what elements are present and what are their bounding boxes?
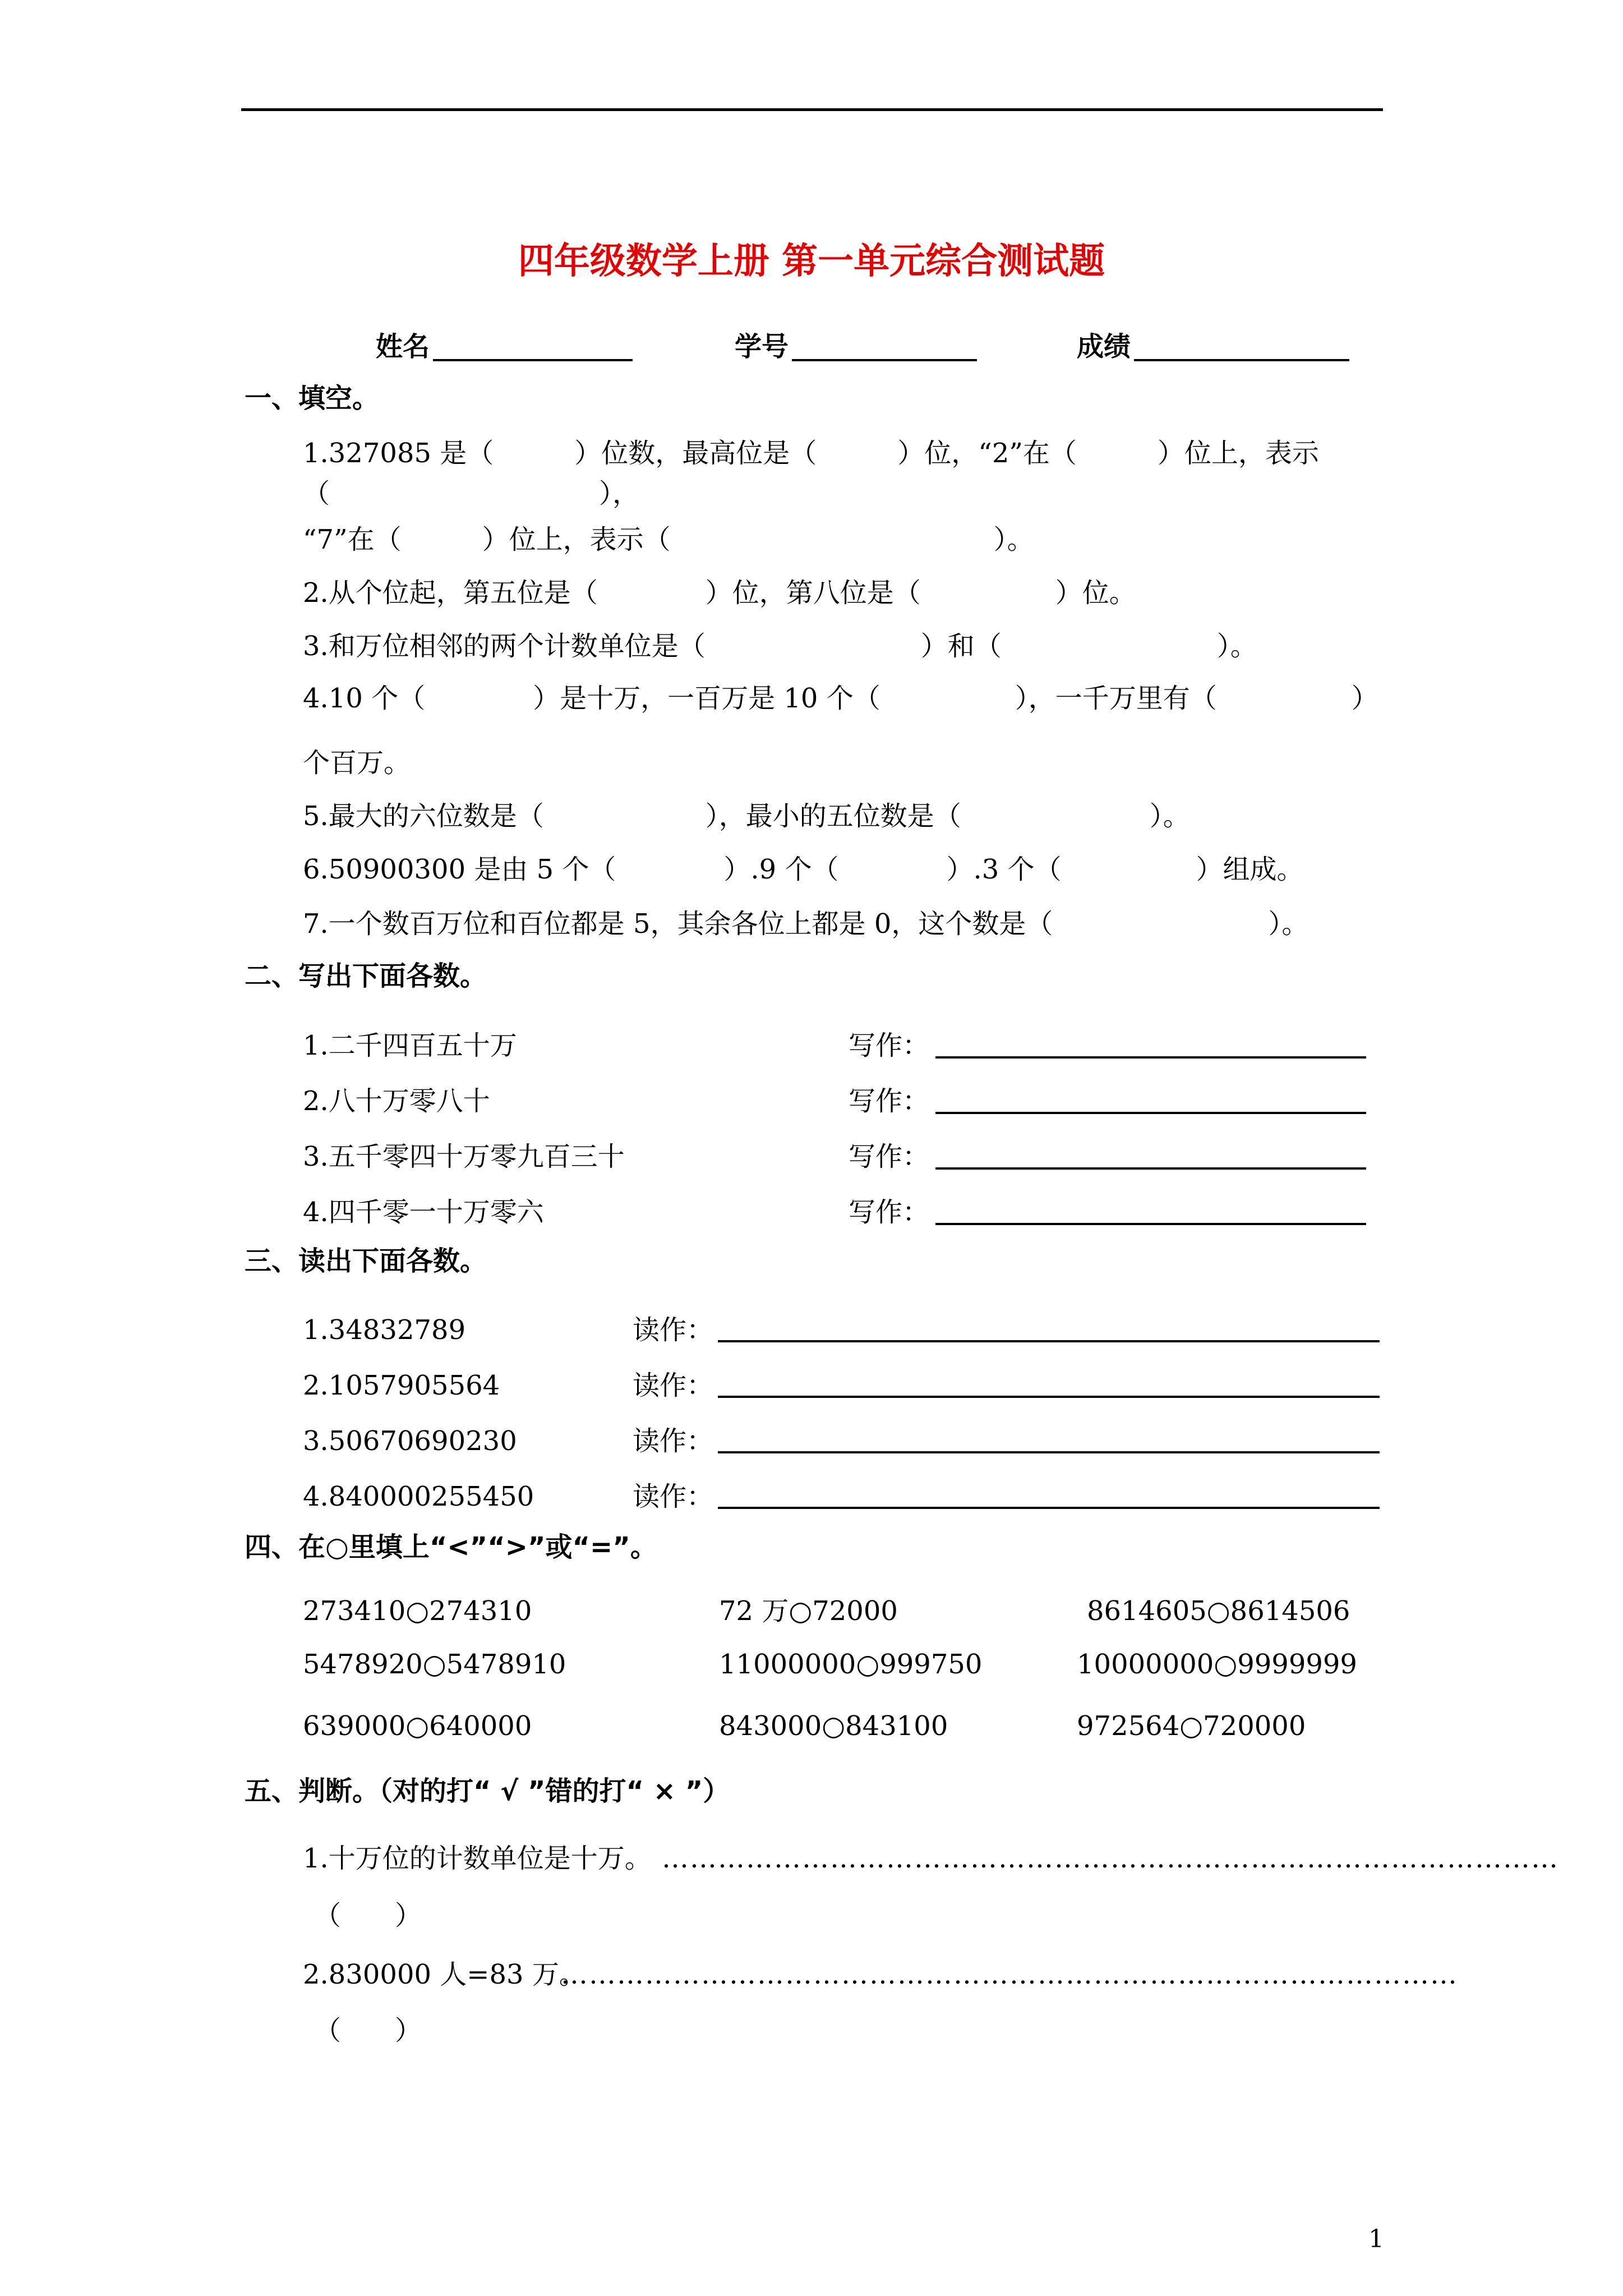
- question-1-3: 3.和万位相邻的两个计数单位是（ ）和（ ）。: [303, 631, 1257, 662]
- compare-item: 972564○720000: [1077, 1710, 1306, 1742]
- section-5-heading: 五、判断。（对的打“ √ ”错的打“ × ”）: [245, 1775, 730, 1807]
- section-2-item: 3.五千零四十万零九百三十: [303, 1141, 625, 1172]
- compare-item: 11000000○999750: [719, 1649, 983, 1680]
- section-1-heading: 一、填空。: [245, 383, 380, 414]
- read-answer-line[interactable]: [718, 1340, 1380, 1342]
- read-label: 读作：: [633, 1370, 714, 1401]
- compare-item: 639000○640000: [303, 1710, 532, 1742]
- write-label: 写作：: [849, 1030, 930, 1061]
- page-number: 1: [1368, 2225, 1384, 2253]
- judge-question-1: 1.十万位的计数单位是十万。: [303, 1843, 652, 1874]
- write-answer-line[interactable]: [935, 1112, 1366, 1114]
- write-answer-line[interactable]: [935, 1223, 1366, 1225]
- question-1-6: 6.50900300 是由 5 个（ ）.9 个（ ）.3 个（ ）组成。: [303, 854, 1304, 885]
- read-label: 读作：: [633, 1481, 714, 1512]
- section-3-item: 3.50670690230: [303, 1425, 517, 1457]
- section-3-heading: 三、读出下面各数。: [245, 1245, 487, 1277]
- name-label: 姓名: [376, 331, 430, 362]
- header-rule: [241, 108, 1383, 111]
- question-1-4-line2: 个百万。: [303, 747, 411, 779]
- section-2-item: 2.八十万零八十: [303, 1085, 490, 1117]
- section-4-heading: 四、在○里填上“<”“>”或“=”。: [245, 1531, 657, 1563]
- compare-item: 843000○843100: [719, 1710, 948, 1742]
- student-id-label: 学号: [735, 331, 789, 362]
- read-answer-line[interactable]: [718, 1396, 1380, 1398]
- section-3-item: 1.34832789: [303, 1314, 466, 1346]
- judge-answer-1[interactable]: （ ）: [314, 1900, 422, 1931]
- question-1-1-line2: （ ），: [303, 478, 640, 509]
- student-id-field[interactable]: [792, 359, 977, 361]
- question-1-1-line3: “7”在（ ）位上，表示（ ）。: [303, 524, 1034, 555]
- section-2-item: 1.二千四百五十万: [303, 1030, 517, 1061]
- compare-item: 8614605○8614506: [1087, 1595, 1350, 1627]
- judge-answer-2[interactable]: （ ）: [314, 2015, 422, 2046]
- read-answer-line[interactable]: [718, 1507, 1380, 1509]
- section-3-item: 2.1057905564: [303, 1370, 500, 1401]
- section-3-item: 4.840000255450: [303, 1481, 534, 1512]
- dotted-leader: ……………………………………………………………………………………: [561, 1959, 1458, 1990]
- compare-item: 273410○274310: [303, 1595, 532, 1627]
- page-title: 四年级数学上册 第一单元综合测试题: [518, 241, 1105, 282]
- score-field[interactable]: [1134, 359, 1349, 361]
- write-label: 写作：: [849, 1085, 930, 1117]
- compare-item: 10000000○9999999: [1077, 1649, 1357, 1680]
- section-2-heading: 二、写出下面各数。: [245, 960, 487, 992]
- question-1-5: 5.最大的六位数是（ ），最小的五位数是（ ）。: [303, 800, 1190, 832]
- judge-question-2: 2.830000 人=83 万。: [303, 1959, 586, 1990]
- write-answer-line[interactable]: [935, 1167, 1366, 1170]
- section-2-item: 4.四千零一十万零六: [303, 1197, 544, 1228]
- write-label: 写作：: [849, 1197, 930, 1228]
- score-label: 成绩: [1077, 331, 1131, 362]
- compare-item: 5478920○5478910: [303, 1649, 566, 1680]
- read-label: 读作：: [633, 1314, 714, 1346]
- read-label: 读作：: [633, 1425, 714, 1457]
- question-1-4-line1: 4.10 个（ ）是十万，一百万是 10 个（ ），一千万里有（ ）: [303, 683, 1378, 714]
- name-field[interactable]: [433, 359, 633, 361]
- compare-item: 72 万○72000: [719, 1595, 898, 1627]
- question-1-2: 2.从个位起，第五位是（ ）位，第八位是（ ）位。: [303, 577, 1136, 609]
- dotted-leader: ……………………………………………………………………………………: [662, 1843, 1559, 1874]
- write-label: 写作：: [849, 1141, 930, 1172]
- write-answer-line[interactable]: [935, 1056, 1366, 1059]
- question-1-7: 7.一个数百万位和百位都是 5，其余各位上都是 0，这个数是（ ）。: [303, 908, 1309, 940]
- read-answer-line[interactable]: [718, 1451, 1380, 1453]
- question-1-1-line1: 1.327085 是（ ）位数，最高位是（ ）位，“2”在（ ）位上，表示: [303, 438, 1319, 469]
